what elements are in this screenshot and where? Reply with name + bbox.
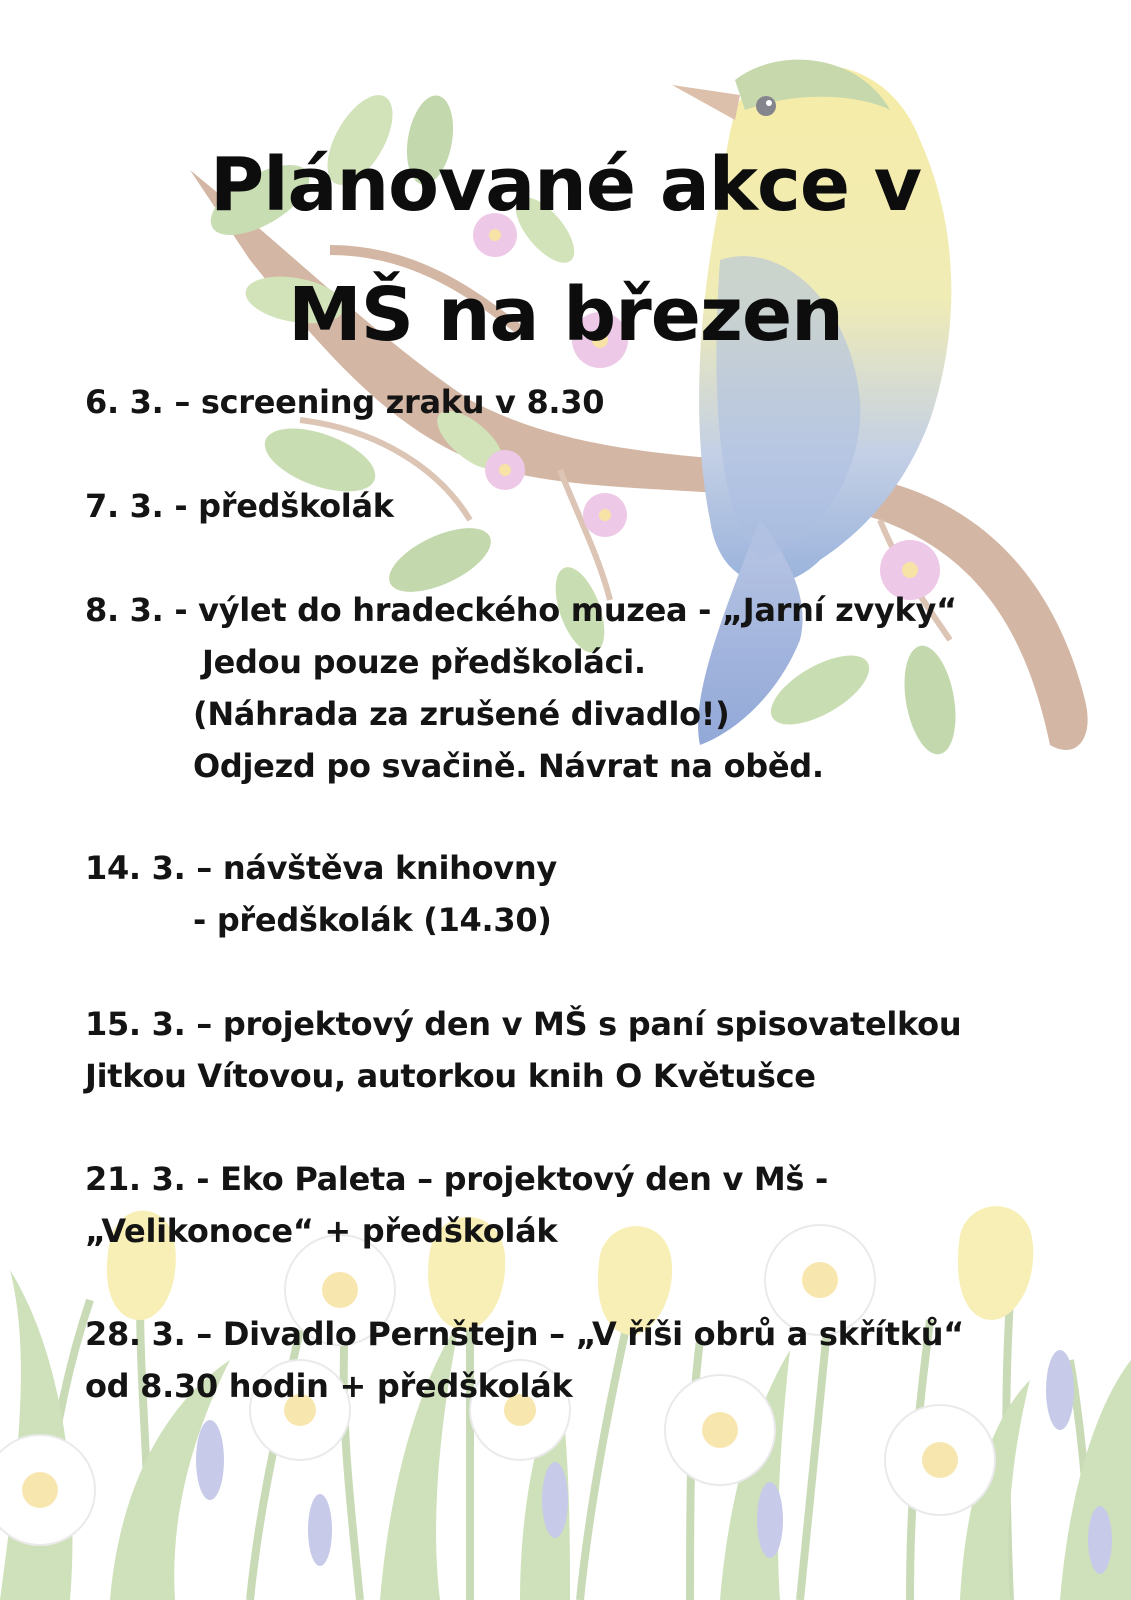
event-line: 7. 3. - předškolák bbox=[85, 487, 394, 525]
event-line: 15. 3. – projektový den v MŠ s paní spisovatelkou bbox=[85, 1005, 962, 1043]
event-line: Odjezd po svačině. Návrat na oběd. bbox=[193, 747, 824, 785]
event-line: 6. 3. – screening zraku v 8.30 bbox=[85, 383, 605, 421]
event-line: - předškolák (14.30) bbox=[193, 901, 552, 939]
event-line: „Velikonoce“ + předškolák bbox=[85, 1212, 558, 1250]
event-line: 21. 3. - Eko Paleta – projektový den v Mš - bbox=[85, 1160, 828, 1198]
event-line: 8. 3. - výlet do hradeckého muzea - „Jarní zvyky“ bbox=[85, 591, 957, 629]
event-line: (Náhrada za zrušené divadlo!) bbox=[193, 695, 730, 733]
event-line: Jedou pouze předškoláci. bbox=[202, 643, 646, 681]
event-line: Jitkou Vítovou, autorkou knih O Květušce bbox=[85, 1057, 816, 1095]
event-line: 14. 3. – návštěva knihovny bbox=[85, 849, 557, 887]
event-line: od 8.30 hodin + předškolák bbox=[85, 1367, 573, 1405]
page-title bbox=[0, 120, 1131, 380]
title-line-1: Plánované akce v bbox=[209, 142, 922, 228]
event-line: 28. 3. – Divadlo Pernštejn – „V říši obrů a skřítků“ bbox=[85, 1315, 964, 1353]
title-line-2: MŠ na březen bbox=[288, 272, 843, 358]
